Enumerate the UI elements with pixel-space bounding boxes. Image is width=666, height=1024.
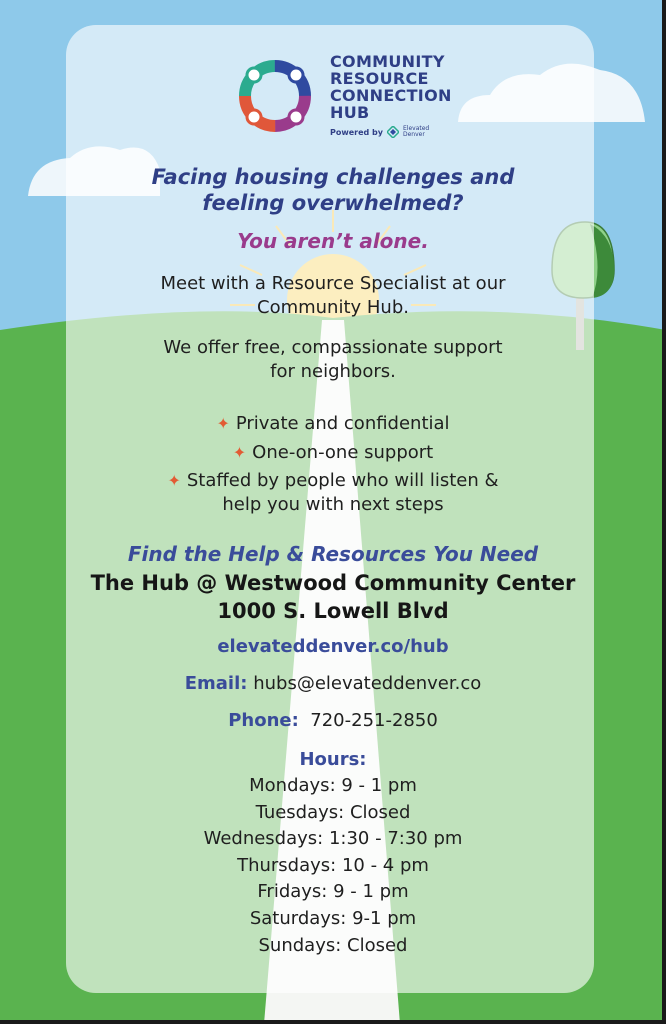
hours-row: Fridays: 9 - 1 pm (257, 881, 409, 903)
bullet-text: Staffed by people who will listen & (186, 470, 499, 491)
website-link[interactable]: elevateddenver.co/hub (217, 636, 449, 657)
headline (0, 164, 666, 216)
elevated-denver-logo-icon (387, 126, 399, 138)
partner-line-1: Elevated (403, 125, 430, 132)
logo-line-4: HUB (330, 103, 370, 122)
hours-row: Wednesdays: 1:30 - 7:30 pm (203, 828, 463, 850)
intro-p2-line-1: We offer free, compassionate support (163, 337, 503, 358)
intro-p1-line-1: Meet with a Resource Specialist at our (160, 273, 506, 294)
hours-row: Saturdays: 9-1 pm (249, 907, 417, 929)
four-point-star-icon: ✦ (232, 443, 247, 462)
logo-wordmark (330, 53, 480, 121)
logo-line-3: CONNECTION (330, 86, 452, 105)
hours-row: Mondays: 9 - 1 pm (249, 775, 417, 796)
intro-paragraph-2 (0, 336, 666, 384)
hours-row: Sundays: Closed (258, 934, 408, 956)
headline-line-2: feeling overwhelmed? (202, 191, 464, 215)
intro-paragraph-1 (0, 272, 666, 320)
intro-p2-line-2: for neighbors. (270, 361, 396, 382)
find-help-heading: Find the Help & Resources You Need (127, 542, 539, 566)
hub-location (0, 569, 666, 625)
partner-name (403, 126, 429, 138)
hub-name: The Hub @ Westwood Community Center (90, 571, 576, 595)
email-line (0, 673, 666, 694)
hours-row: Tuesdays: Closed (255, 801, 411, 823)
bullet-text: Private and confidential (235, 413, 450, 434)
bullet-item (0, 469, 666, 517)
bullet-item (0, 412, 666, 436)
phone-label: Phone: (228, 710, 299, 731)
bullet-text: One-on-one support (252, 442, 434, 463)
tagline: You aren’t alone. (237, 229, 429, 253)
hours-row: Thursdays: 10 - 4 pm (237, 854, 429, 876)
powered-by-label: Powered by (330, 127, 383, 137)
phone-number[interactable]: 720-251-2850 (310, 710, 438, 731)
hub-logo-icon (232, 53, 318, 139)
powered-by (330, 126, 429, 138)
partner-line-2: Denver (403, 131, 425, 138)
bullet-text-continued: help you with next steps (222, 494, 444, 515)
intro-p1-line-2: Community Hub. (257, 297, 409, 318)
hours-list (0, 773, 666, 959)
email-link[interactable]: hubs@elevateddenver.co (253, 673, 482, 694)
four-point-star-icon: ✦ (167, 471, 181, 490)
bullet-item (0, 441, 666, 465)
logo-line-1: COMMUNITY (330, 52, 445, 71)
email-label: Email: (184, 673, 248, 694)
hub-address: 1000 S. Lowell Blvd (217, 599, 449, 623)
four-point-star-icon: ✦ (216, 414, 230, 433)
hours-title: Hours: (299, 749, 367, 770)
phone-line (0, 710, 666, 731)
headline-line-1: Facing housing challenges and (151, 165, 515, 189)
logo-line-2: RESOURCE (330, 69, 429, 88)
